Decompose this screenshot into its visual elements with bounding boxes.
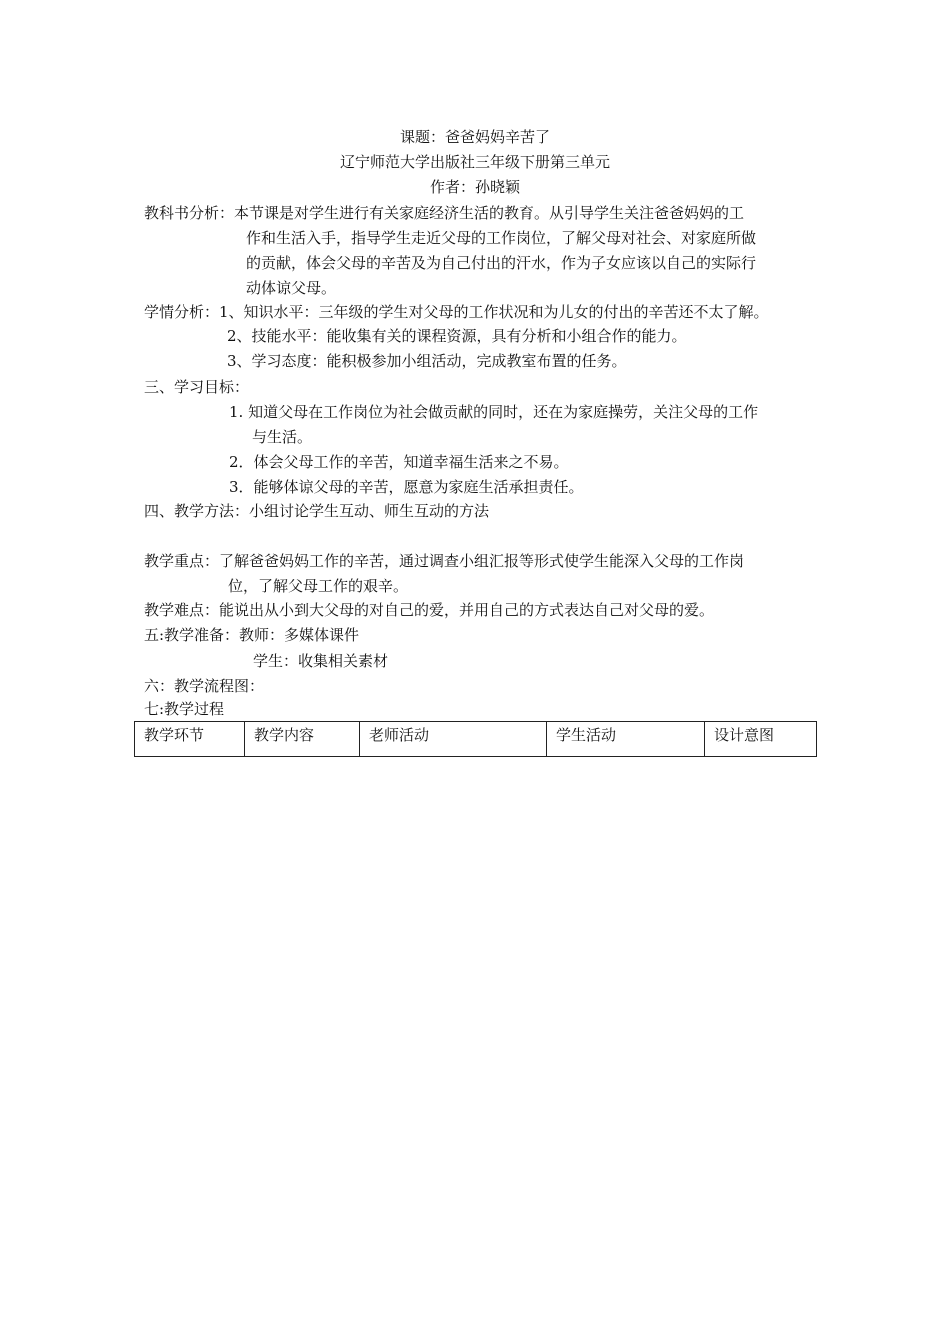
student-analysis-line-1: 学情分析：1、知识水平：三年级的学生对父母的工作状况和为儿女的付出的辛苦还不太了解。 — [144, 303, 769, 321]
document-title: 课题：爸爸妈妈辛苦了 — [399, 128, 550, 146]
objectives-heading: 三、学习目标： — [144, 378, 250, 396]
student-analysis-line-3: 3、学习态度：能积极参加小组活动，完成教室布置的任务。 — [227, 352, 627, 370]
header-cell-design-intent: 设计意图 — [705, 722, 817, 757]
author-line: 作者：孙晓颖 — [429, 178, 520, 196]
key-points-line-1: 教学重点：了解爸爸妈妈工作的辛苦，通过调查小组汇报等形式使学生能深入父母的工作岗 — [144, 552, 745, 570]
textbook-analysis-line-3: 的贡献，体会父母的辛苦及为自己付出的汗水，作为子女应该以自己的实际行 — [246, 254, 757, 272]
flowchart-heading: 六：教学流程图： — [144, 677, 265, 695]
objective-3: 3．能够体谅父母的辛苦，愿意为家庭生活承担责任。 — [229, 478, 584, 496]
process-heading: 七:教学过程 — [144, 700, 225, 718]
objective-1-line-1: 1. 知道父母在工作岗位为社会做贡献的同时，还在为家庭操劳，关注父母的工作 — [229, 403, 759, 421]
publisher-line: 辽宁师范大学出版社三年级下册第三单元 — [339, 153, 610, 171]
table-header-row — [135, 722, 817, 757]
header-cell-student-activity: 学生活动 — [547, 722, 705, 757]
objective-1-line-2: 与生活。 — [252, 428, 313, 446]
textbook-analysis-line-2: 作和生活入手，指导学生走近父母的工作岗位，了解父母对社会、对家庭所做 — [246, 229, 757, 247]
preparation-student: 学生：收集相关素材 — [253, 652, 389, 670]
textbook-analysis-line-1: 教科书分析：本节课是对学生进行有关家庭经济生活的教育。从引导学生关注爸爸妈妈的工 — [144, 204, 745, 222]
header-cell-teaching-stage: 教学环节 — [135, 722, 245, 757]
preparation-teacher: 五:教学准备：教师：多媒体课件 — [144, 626, 360, 644]
header-cell-teaching-content: 教学内容 — [245, 722, 360, 757]
objective-2: 2．体会父母工作的辛苦，知道幸福生活来之不易。 — [229, 453, 569, 471]
textbook-analysis-line-4: 动体谅父母。 — [246, 279, 337, 297]
teaching-difficulty: 教学难点：能说出从小到大父母的对自己的爱，并用自己的方式表达自己对父母的爱。 — [144, 601, 715, 619]
teaching-process-table — [134, 721, 817, 757]
key-points-line-2: 位，了解父母工作的艰辛。 — [228, 577, 409, 595]
teaching-method: 四、教学方法：小组讨论学生互动、师生互动的方法 — [144, 502, 490, 520]
student-analysis-line-2: 2、技能水平：能收集有关的课程资源，具有分析和小组合作的能力。 — [227, 327, 687, 345]
header-cell-teacher-activity: 老师活动 — [360, 722, 547, 757]
